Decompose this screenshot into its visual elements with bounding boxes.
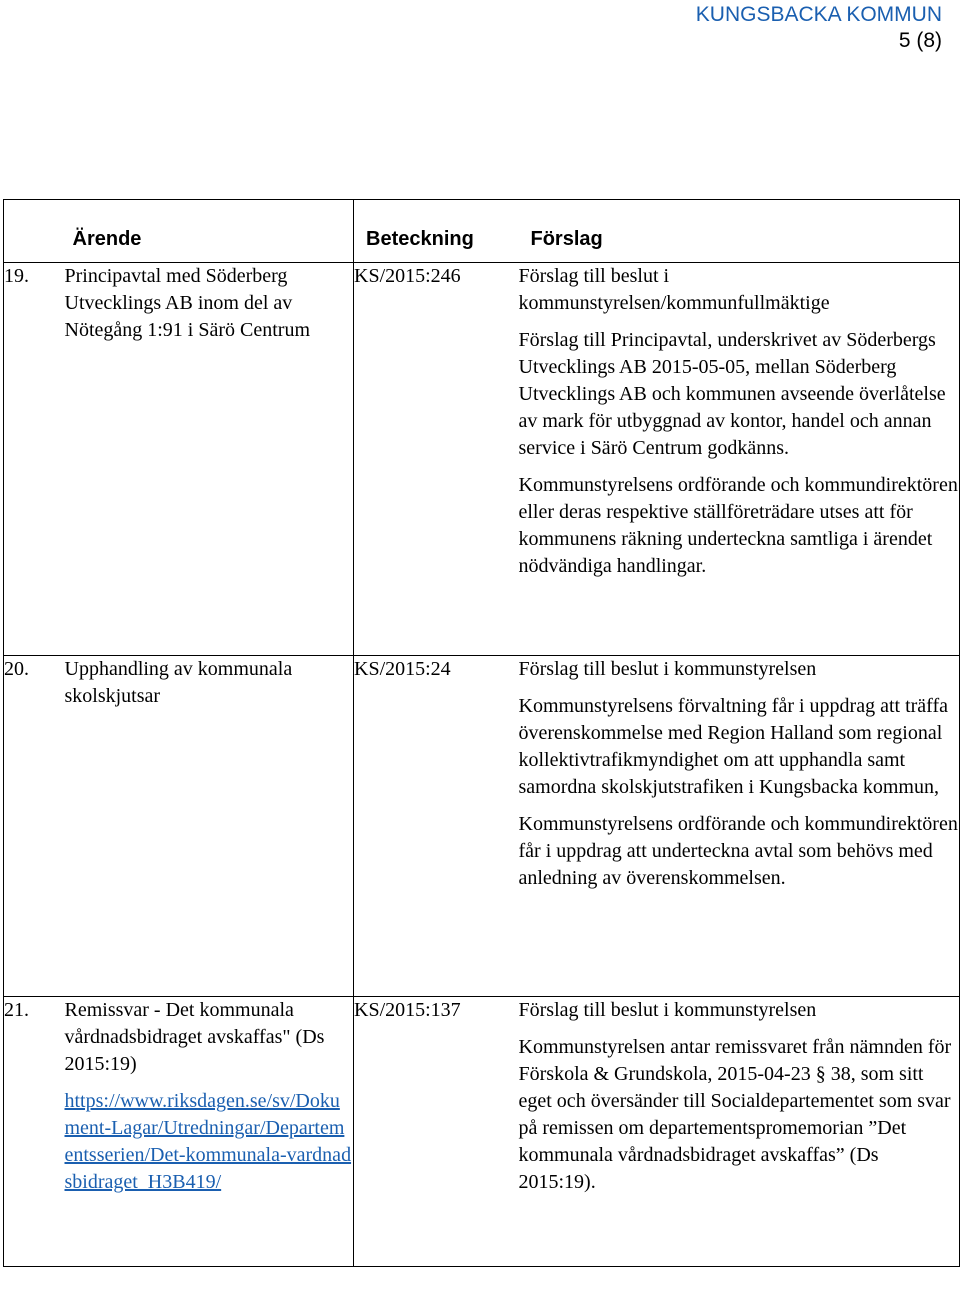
item-title-text: Upphandling av kommunala skolskjutsar [64,658,293,707]
table-header-row [4,200,960,263]
header-proposal [519,200,960,263]
item-reference: KS/2015:246 [354,263,519,656]
proposal-paragraph: Förslag till Principavtal, underskrivet av Söderbergs Utvecklings AB 2015-05-05, mellan Söderberg Utvecklings AB och kommunen avseende överlåtelse av mark för utbyggnad av kontor, handel och annan service i Särö Centrum godkänns. [518,329,946,459]
item-title [65,263,354,656]
proposal-paragraph: Kommunstyrelsen antar remissvaret från nämnden för Förskola & Grundskola, 2015-04-23 § 38, som sitt eget och översänder till Socialdepartementet som svar på remissen om departementspromemorian ”Det kommunala vårdnadsbidraget avskaffas” (Ds 2015:19). [518,1036,952,1193]
item-title-text: Remissvar - Det kommunala vårdnadsbidraget avskaffas" (Ds 2015:19) [64,999,325,1075]
item-number: 21. [4,997,65,1267]
page-header [696,2,942,54]
table-row [4,997,960,1267]
proposal-paragraph: Kommunstyrelsens ordförande och kommundirektören får i uppdrag att underteckna avtal som behövs med anledning av överenskommelsen. [518,813,958,889]
item-proposal [519,656,960,997]
header-proposal-label: Förslag [530,228,603,250]
proposal-paragraph: Kommunstyrelsens förvaltning får i uppdrag att träffa överenskommelse med Region Halland som regional kollektivtrafikmyndighet om att upphandla samt samordna skolskjutstrafiken i Kungsbacka kommun, [518,695,949,798]
header-reference-label: Beteckning [366,228,474,250]
item-title [65,656,354,997]
proposal-paragraph: Kommunstyrelsens ordförande och kommundirektören eller deras respektive ställföreträdare utses att för kommunens räkning underteckna samtliga i ärendet nödvändiga handlingar. [518,474,958,577]
proposal-heading: Förslag till beslut i kommunstyrelsen/kommunfullmäktige [518,265,830,314]
item-proposal [519,997,960,1267]
item-number: 19. [4,263,65,656]
header-number-cell [4,200,65,263]
riksdagen-document-link[interactable]: https://www.riksdagen.se/sv/Dokument-Lagar/Utredningar/Departementsserien/Det-kommunala-vardnadsbidraget_H3B419/ [64,1090,352,1193]
item-reference: KS/2015:24 [354,656,519,997]
header-reference [354,200,519,263]
item-number: 20. [4,656,65,997]
item-title-text: Principavtal med Söderberg Utvecklings AB inom del av Nötegång 1:91 i Särö Centrum [64,265,311,341]
agenda-table [3,199,960,1267]
header-subject [65,200,354,263]
table-row [4,656,960,997]
header-subject-label: Ärende [72,228,142,250]
item-reference: KS/2015:137 [354,997,519,1267]
item-title [65,997,354,1267]
proposal-heading: Förslag till beslut i kommunstyrelsen [518,999,817,1021]
organization-name: KUNGSBACKA KOMMUN [695,3,942,26]
item-proposal [519,263,960,656]
proposal-heading: Förslag till beslut i kommunstyrelsen [518,658,817,680]
page-number: 5 (8) [898,29,942,52]
table-row [4,263,960,656]
